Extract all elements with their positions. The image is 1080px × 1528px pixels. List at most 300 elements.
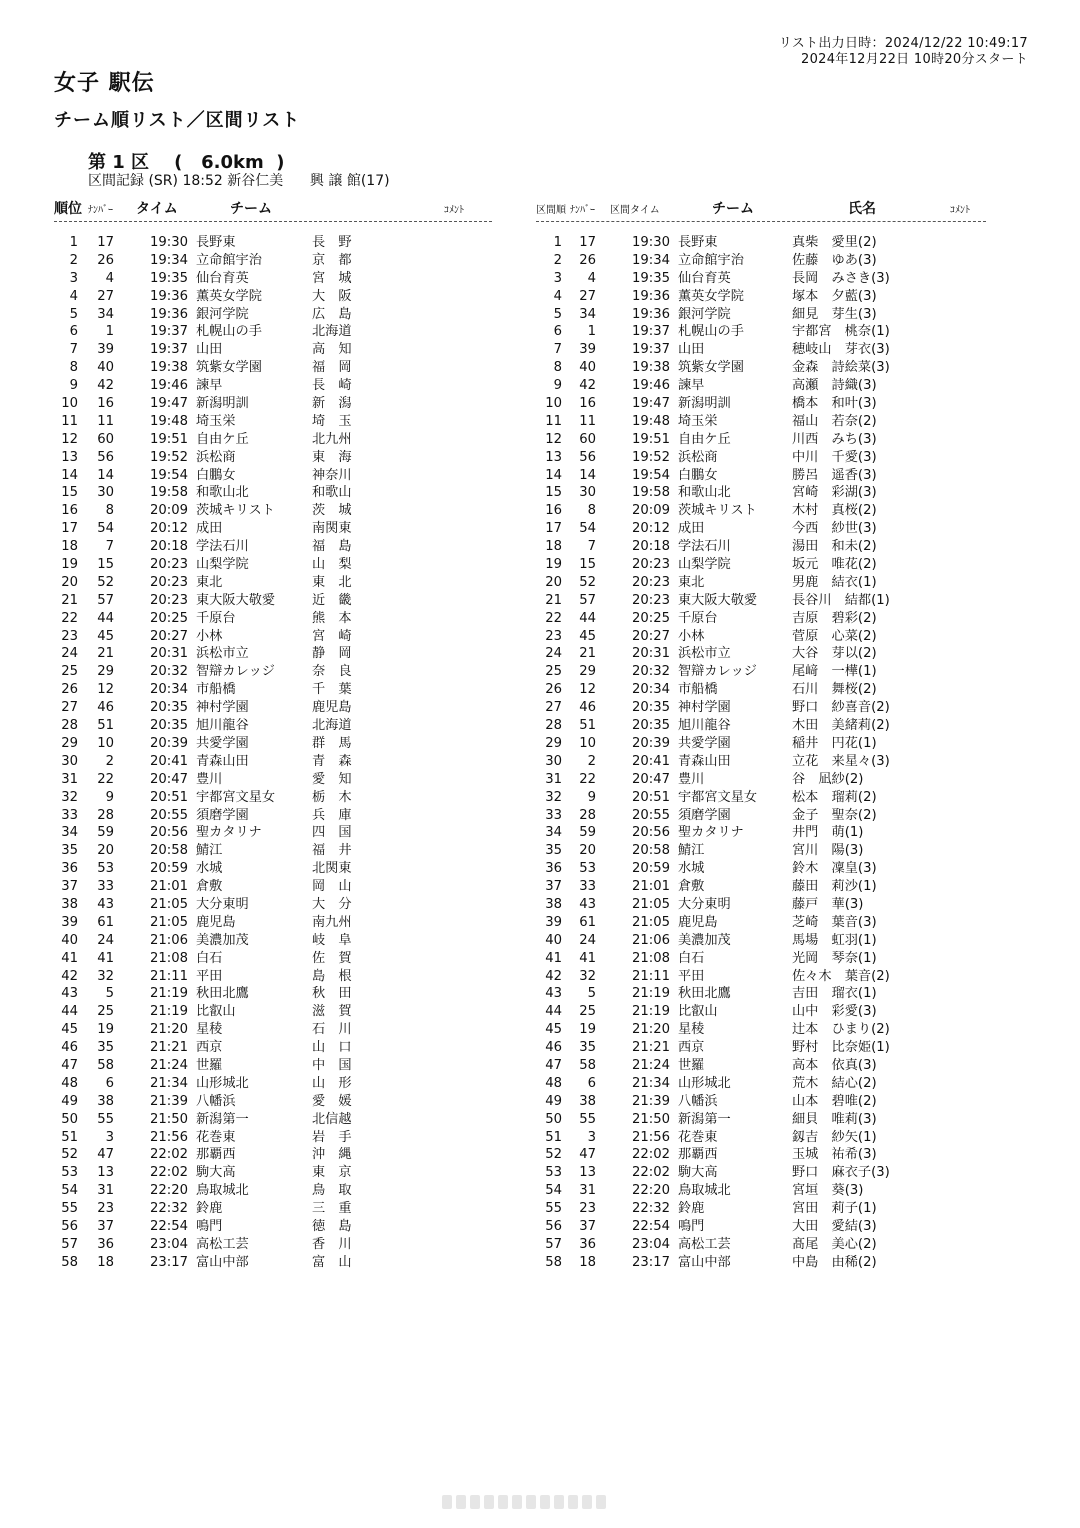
header-number: ﾅﾝﾊﾞｰ	[570, 205, 595, 216]
rank-cell: 39	[61, 914, 78, 930]
number-cell: 27	[97, 288, 114, 304]
rank-cell: 10	[61, 396, 78, 412]
team-cell: 平田	[678, 968, 705, 984]
section-time-cell: 19:51	[631, 431, 670, 447]
number-cell: 6	[105, 1075, 114, 1091]
section-rank-cell: 31	[545, 771, 562, 787]
table-row	[536, 860, 996, 878]
section-time-cell: 19:48	[631, 413, 670, 429]
runner-name-cell: 坂元 唯花(2)	[792, 557, 877, 573]
table-row	[536, 824, 996, 842]
section-time-cell: 21:05	[631, 914, 670, 930]
table-row	[54, 878, 494, 896]
time-cell: 19:48	[149, 413, 188, 429]
number-cell: 51	[579, 718, 596, 734]
team-cell: 長野東	[196, 235, 236, 250]
number-cell: 59	[97, 825, 114, 841]
section-rank-cell: 36	[545, 861, 562, 877]
number-cell: 46	[579, 700, 596, 716]
region-cell: 宮 崎	[312, 628, 352, 644]
region-cell: 奈 良	[312, 664, 352, 680]
team-cell: 星稜	[678, 1022, 705, 1038]
team-cell: 山田	[678, 342, 705, 358]
number-cell: 37	[97, 1218, 114, 1234]
header-comment: ｺﾒﾝﾄ	[444, 205, 464, 216]
team-cell: 駒大高	[196, 1165, 236, 1181]
number-cell: 19	[579, 1022, 596, 1038]
table-row	[536, 896, 996, 914]
number-cell: 3	[105, 1129, 114, 1145]
time-cell: 20:34	[149, 682, 188, 698]
table-row	[536, 681, 996, 699]
section-time-cell: 19:36	[631, 288, 670, 304]
number-cell: 10	[579, 735, 596, 751]
runner-name-cell: 稲井 円花(1)	[792, 735, 877, 751]
runner-name-cell: 髙尾 美心(2)	[792, 1236, 877, 1252]
team-ranking-table	[54, 234, 494, 1272]
team-cell: 水城	[678, 861, 705, 877]
section-time-cell: 20:47	[631, 771, 670, 787]
team-cell: 鳥取城北	[196, 1183, 249, 1199]
number-cell: 34	[97, 306, 114, 322]
time-cell: 19:58	[149, 485, 188, 501]
table-row	[54, 1075, 494, 1093]
number-cell: 17	[97, 235, 114, 250]
time-cell: 19:30	[149, 235, 188, 250]
rank-cell: 32	[61, 789, 78, 805]
number-cell: 53	[579, 861, 596, 877]
section-rank-cell: 15	[545, 485, 562, 501]
team-cell: 千原台	[678, 610, 718, 626]
runner-name-cell: 中川 千愛(3)	[792, 449, 877, 465]
table-row	[54, 252, 494, 270]
region-cell: 山 形	[312, 1075, 352, 1091]
table-row	[536, 628, 996, 646]
rank-cell: 16	[61, 503, 78, 519]
team-cell: 鈴鹿	[196, 1201, 223, 1217]
number-cell: 21	[579, 646, 596, 662]
section-rank-cell: 13	[545, 449, 562, 465]
team-cell: 鹿児島	[196, 914, 236, 930]
section-time-cell: 22:02	[631, 1165, 670, 1181]
section-time-cell: 20:32	[631, 664, 670, 680]
table-row	[536, 502, 996, 520]
team-cell: 那覇西	[678, 1147, 718, 1163]
runner-name-cell: 光岡 琴奈(1)	[792, 950, 877, 966]
team-cell: 東大阪大敬愛	[196, 592, 276, 608]
table-row	[536, 789, 996, 807]
section-time-cell: 21:50	[631, 1111, 670, 1127]
runner-name-cell: 塚本 夕藍(3)	[792, 288, 877, 304]
region-cell: 福 岡	[312, 360, 352, 376]
rank-cell: 18	[61, 539, 78, 555]
table-row	[54, 1146, 494, 1164]
number-cell: 31	[579, 1183, 596, 1199]
number-cell: 37	[579, 1218, 596, 1234]
team-cell: 比叡山	[678, 1004, 718, 1020]
time-cell: 19:34	[149, 252, 188, 268]
time-cell: 20:09	[149, 503, 188, 519]
header-comment: ｺﾒﾝﾄ	[950, 205, 970, 216]
section-rank-cell: 32	[545, 789, 562, 805]
number-cell: 11	[579, 413, 596, 429]
time-cell: 22:20	[149, 1183, 188, 1199]
header-rank: 順位	[54, 201, 82, 217]
region-cell: 沖 縄	[312, 1147, 352, 1163]
team-cell: 山田	[196, 342, 223, 358]
time-cell: 21:19	[149, 986, 188, 1002]
team-cell: 花巻東	[678, 1129, 718, 1145]
team-cell: 智辯カレッジ	[678, 664, 757, 680]
number-cell: 35	[97, 1040, 114, 1056]
team-cell: 薫英女学院	[196, 288, 262, 304]
region-cell: 岐 阜	[312, 932, 352, 948]
rank-cell: 25	[61, 664, 78, 680]
runner-name-cell: 橋本 和叶(3)	[792, 396, 877, 412]
team-cell: 山形城北	[196, 1075, 249, 1091]
number-cell: 12	[579, 682, 596, 698]
section-time-cell: 21:01	[631, 879, 670, 895]
team-cell: 諫早	[196, 378, 223, 394]
team-cell: 筑紫女学園	[678, 360, 744, 376]
number-cell: 42	[97, 378, 114, 394]
number-cell: 23	[579, 1201, 596, 1217]
runner-name-cell: 木田 美緒莉(2)	[792, 718, 890, 734]
section-time-cell: 19:36	[631, 306, 670, 322]
number-cell: 30	[579, 485, 596, 501]
table-row	[536, 431, 996, 449]
runner-name-cell: 木村 真桜(2)	[792, 503, 877, 519]
table-row	[54, 538, 494, 556]
section-rank-cell: 42	[545, 968, 562, 984]
table-row	[536, 1164, 996, 1182]
table-row	[536, 663, 996, 681]
runner-name-cell: 井門 萌(1)	[792, 825, 864, 841]
team-cell: 聖カタリナ	[196, 825, 262, 841]
time-cell: 20:35	[149, 718, 188, 734]
team-cell: 八幡浜	[678, 1093, 718, 1109]
time-cell: 20:18	[149, 539, 188, 555]
table-row	[54, 968, 494, 986]
number-cell: 20	[97, 843, 114, 859]
rank-cell: 8	[69, 360, 78, 376]
section-rank-cell: 35	[545, 843, 562, 859]
table-row	[54, 1003, 494, 1021]
section-time-cell: 20:25	[631, 610, 670, 626]
table-row	[536, 1003, 996, 1021]
team-cell: 白石	[196, 950, 223, 966]
watermark-block	[554, 1495, 564, 1509]
time-cell: 21:24	[149, 1057, 188, 1073]
table-row	[54, 985, 494, 1003]
table-row	[536, 699, 996, 717]
number-cell: 22	[579, 771, 596, 787]
number-cell: 46	[97, 700, 114, 716]
number-cell: 22	[97, 771, 114, 787]
region-cell: 秋 田	[312, 986, 352, 1002]
watermark-block	[456, 1495, 466, 1509]
section-rank-cell: 22	[545, 610, 562, 626]
runner-name-cell: 鈴木 凜皇(3)	[792, 861, 877, 877]
left-header-divider	[54, 221, 492, 222]
table-row	[536, 878, 996, 896]
header-number: ﾅﾝﾊﾞｰ	[88, 205, 113, 216]
team-cell: 星稜	[196, 1022, 223, 1038]
section-time-cell: 23:04	[631, 1236, 670, 1252]
team-cell: 茨城キリスト	[196, 503, 275, 519]
team-cell: 立命館宇治	[678, 252, 744, 268]
team-cell: 青森山田	[196, 753, 249, 769]
section-time-cell: 20:35	[631, 700, 670, 716]
team-cell: 札幌山の手	[678, 324, 744, 340]
runner-name-cell: 立花 来星々(3)	[792, 753, 890, 769]
rank-cell: 57	[61, 1236, 78, 1252]
section-rank-cell: 54	[545, 1183, 562, 1199]
section-time-cell: 20:34	[631, 682, 670, 698]
table-row	[54, 270, 494, 288]
table-row	[536, 413, 996, 431]
time-cell: 21:05	[149, 896, 188, 912]
header-runner-name: 氏名	[848, 201, 876, 217]
time-cell: 21:39	[149, 1093, 188, 1109]
number-cell: 10	[97, 735, 114, 751]
section-time-cell: 19:35	[631, 270, 670, 286]
team-cell: 大分東明	[196, 896, 249, 912]
runner-name-cell: 宇都宮 桃奈(1)	[792, 324, 890, 340]
section-rank-cell: 26	[545, 682, 562, 698]
section-rank-cell: 23	[545, 628, 562, 644]
team-cell: 白石	[678, 950, 705, 966]
runner-name-cell: 釼吉 紗矢(1)	[792, 1129, 877, 1145]
team-cell: 西京	[196, 1040, 223, 1056]
section-time-cell: 20:59	[631, 861, 670, 877]
rank-cell: 29	[61, 735, 78, 751]
section-time-cell: 20:41	[631, 753, 670, 769]
runner-name-cell: 長岡 みさき(3)	[792, 270, 890, 286]
region-cell: 山 梨	[312, 557, 352, 573]
section-time-cell: 20:23	[631, 557, 670, 573]
team-cell: 高松工芸	[678, 1236, 731, 1252]
section-time-cell: 21:19	[631, 1004, 670, 1020]
section-rank-cell: 44	[545, 1004, 562, 1020]
time-cell: 19:46	[149, 378, 188, 394]
region-cell: 徳 島	[312, 1218, 352, 1234]
table-row	[54, 484, 494, 502]
number-cell: 38	[579, 1093, 596, 1109]
team-cell: 成田	[196, 521, 223, 537]
time-cell: 20:35	[149, 700, 188, 716]
team-cell: 秋田北鷹	[196, 986, 249, 1002]
number-cell: 1	[587, 324, 596, 340]
region-cell: 北九州	[312, 431, 352, 447]
table-row	[54, 323, 494, 341]
region-cell: 神奈川	[312, 467, 352, 483]
number-cell: 58	[97, 1057, 114, 1073]
region-cell: 青 森	[312, 753, 352, 769]
region-cell: 愛 知	[312, 771, 352, 787]
region-cell: 千 葉	[312, 682, 352, 698]
time-cell: 20:23	[149, 557, 188, 573]
section-rank-cell: 6	[553, 324, 562, 340]
team-cell: 自由ケ丘	[678, 431, 731, 447]
region-cell: 長 崎	[312, 378, 352, 394]
number-cell: 14	[579, 467, 596, 483]
section-rank-cell: 30	[545, 753, 562, 769]
rank-cell: 47	[61, 1057, 78, 1073]
section-time-cell: 20:31	[631, 646, 670, 662]
table-row	[54, 377, 494, 395]
runner-name-cell: 穂岐山 芽衣(3)	[792, 342, 890, 358]
watermark-block	[540, 1495, 550, 1509]
table-row	[54, 502, 494, 520]
section-time-cell: 20:55	[631, 807, 670, 823]
rank-cell: 44	[61, 1004, 78, 1020]
rank-cell: 30	[61, 753, 78, 769]
section-rank-cell: 34	[545, 825, 562, 841]
section-time-cell: 19:37	[631, 324, 670, 340]
runner-name-cell: 宮垣 葵(3)	[792, 1183, 864, 1199]
number-cell: 55	[97, 1111, 114, 1127]
table-row	[54, 645, 494, 663]
section-time-cell: 21:20	[631, 1022, 670, 1038]
team-cell: 大分東明	[678, 896, 731, 912]
number-cell: 4	[105, 270, 114, 286]
region-cell: 熊 本	[312, 610, 352, 626]
number-cell: 27	[579, 288, 596, 304]
time-cell: 20:56	[149, 825, 188, 841]
table-row	[54, 1129, 494, 1147]
table-row	[536, 592, 996, 610]
team-cell: 銀河学院	[678, 306, 731, 322]
time-cell: 20:25	[149, 610, 188, 626]
time-cell: 20:27	[149, 628, 188, 644]
time-cell: 20:23	[149, 592, 188, 608]
section-rank-cell: 2	[553, 252, 562, 268]
team-cell: 聖カタリナ	[678, 825, 744, 841]
header-team: チーム	[712, 201, 754, 217]
team-cell: 新潟第一	[196, 1111, 249, 1127]
section-time-cell: 21:34	[631, 1075, 670, 1091]
runner-name-cell: 細貝 唯莉(3)	[792, 1111, 877, 1127]
table-row	[536, 1093, 996, 1111]
section-rank-cell: 12	[545, 431, 562, 447]
section-rank-cell: 18	[545, 539, 562, 555]
table-row	[536, 610, 996, 628]
rank-cell: 46	[61, 1040, 78, 1056]
rank-cell: 27	[61, 700, 78, 716]
runner-name-cell: 真柴 愛里(2)	[792, 235, 877, 250]
section-time-cell: 19:34	[631, 252, 670, 268]
number-cell: 47	[579, 1147, 596, 1163]
section-rank-cell: 58	[545, 1254, 562, 1270]
rank-cell: 48	[61, 1075, 78, 1091]
table-row	[536, 377, 996, 395]
team-cell: 共愛学園	[196, 735, 249, 751]
table-row	[536, 520, 996, 538]
team-cell: 旭川龍谷	[196, 718, 249, 734]
team-cell: 銀河学院	[196, 306, 249, 322]
region-cell: 東 北	[312, 574, 352, 590]
number-cell: 29	[579, 664, 596, 680]
table-row	[54, 681, 494, 699]
table-row	[54, 467, 494, 485]
number-cell: 24	[97, 932, 114, 948]
number-cell: 38	[97, 1093, 114, 1109]
team-cell: 宇都宮文星女	[678, 789, 758, 805]
team-cell: 新潟明訓	[196, 396, 249, 412]
section-rank-cell: 14	[545, 467, 562, 483]
table-row	[54, 628, 494, 646]
region-cell: 石 川	[312, 1022, 352, 1038]
runner-name-cell: 福山 若奈(2)	[792, 413, 877, 429]
region-cell: 三 重	[312, 1201, 352, 1217]
section-time-cell: 21:11	[631, 968, 670, 984]
runner-name-cell: 勝呂 遥香(3)	[792, 467, 877, 483]
number-cell: 18	[97, 1254, 114, 1270]
number-cell: 36	[97, 1236, 114, 1252]
runner-name-cell: 野村 比奈姫(1)	[792, 1040, 890, 1056]
region-cell: 東 海	[312, 449, 352, 465]
time-cell: 21:20	[149, 1022, 188, 1038]
region-cell: 四 国	[312, 825, 352, 841]
section-rank-cell: 33	[545, 807, 562, 823]
region-cell: 鳥 取	[312, 1183, 352, 1199]
time-cell: 19:37	[149, 324, 188, 340]
team-cell: 花巻東	[196, 1129, 236, 1145]
number-cell: 4	[587, 270, 596, 286]
runner-name-cell: 湯田 和未(2)	[792, 539, 877, 555]
table-row	[536, 556, 996, 574]
region-cell: 福 島	[312, 539, 352, 555]
section-rank-cell: 28	[545, 718, 562, 734]
rank-cell: 4	[69, 288, 78, 304]
rank-cell: 20	[61, 574, 78, 590]
runner-name-cell: 宮田 莉子(1)	[792, 1201, 877, 1217]
section-rank-cell: 55	[545, 1201, 562, 1217]
number-cell: 14	[97, 467, 114, 483]
section-rank-cell: 51	[545, 1129, 562, 1145]
section-time-cell: 20:51	[631, 789, 670, 805]
table-row	[536, 914, 996, 932]
table-row	[536, 985, 996, 1003]
region-cell: 東 京	[312, 1165, 352, 1181]
number-cell: 61	[97, 914, 114, 930]
section-time-cell: 20:35	[631, 718, 670, 734]
section-rank-cell: 56	[545, 1218, 562, 1234]
team-cell: 浜松市立	[678, 646, 731, 662]
number-cell: 54	[579, 521, 596, 537]
rank-cell: 9	[69, 378, 78, 394]
runner-name-cell: 石川 舞桜(2)	[792, 682, 877, 698]
section-rank-cell: 48	[545, 1075, 562, 1091]
table-row	[536, 484, 996, 502]
region-cell: 和歌山	[312, 485, 352, 501]
runner-name-cell: 細見 芽生(3)	[792, 306, 877, 322]
team-cell: 市船橋	[678, 682, 718, 698]
output-time: リスト出力日時：2024/12/22 10:49:17	[778, 36, 1028, 51]
report-meta	[779, 36, 1028, 68]
table-row	[54, 592, 494, 610]
team-cell: 札幌山の手	[196, 324, 262, 340]
region-cell: 大 阪	[312, 288, 352, 304]
team-cell: 山梨学院	[196, 557, 249, 573]
watermark-block	[470, 1495, 480, 1509]
team-cell: 市船橋	[196, 682, 236, 698]
team-cell: 新潟第一	[678, 1111, 731, 1127]
table-row	[536, 306, 996, 324]
table-row	[54, 1057, 494, 1075]
runner-name-cell: 中島 由稀(2)	[792, 1254, 877, 1270]
